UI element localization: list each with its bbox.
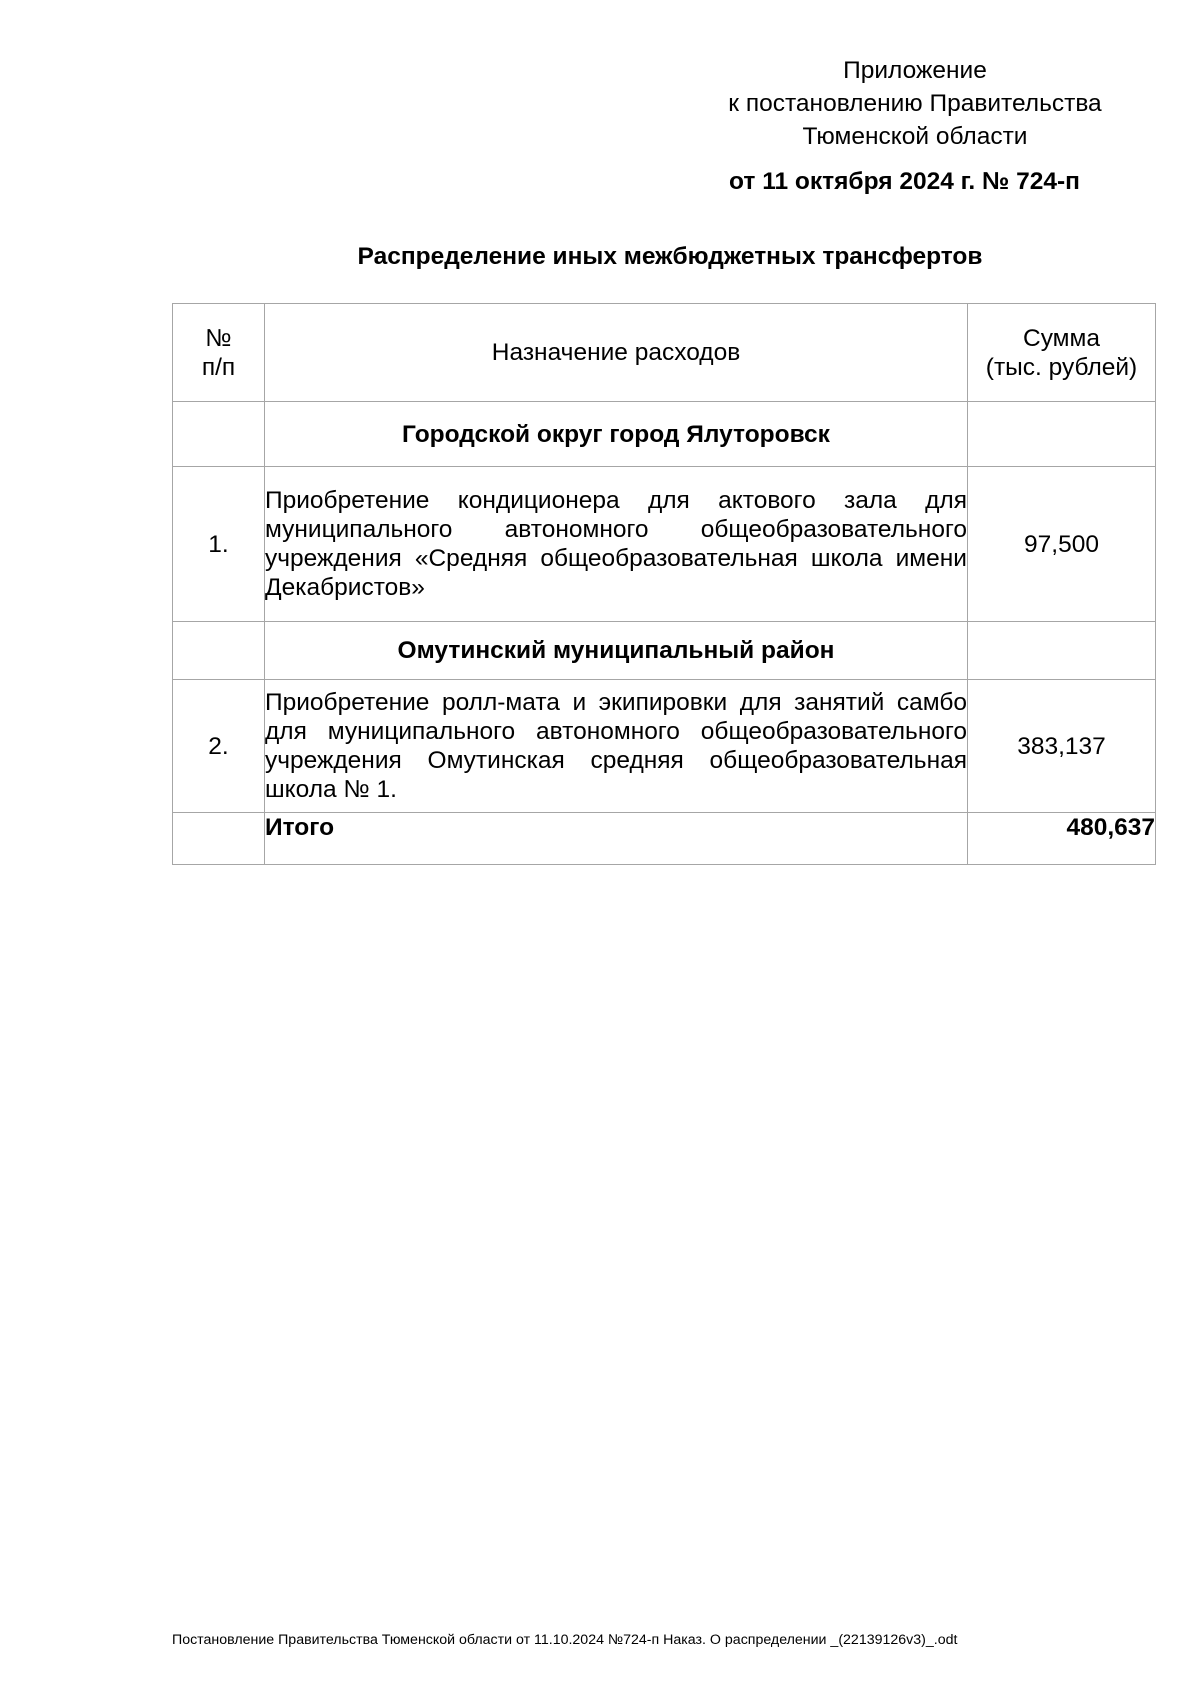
column-header-purpose: Назначение расходов (265, 304, 968, 402)
appendix-label: Приложение (843, 57, 987, 84)
total-number-cell (173, 813, 265, 865)
group-number-cell (173, 622, 265, 680)
group-name: Городской округ город Ялуторовск (265, 402, 968, 467)
document-footer: Постановление Правительства Тюменской области от 11.10.2024 №724-п Наказ. О распределении _(22139126v3)_.odt (172, 1632, 958, 1648)
document-title: Распределение иных межбюджетных трансфертов (357, 243, 983, 270)
transfers-table (172, 303, 1156, 865)
item-sum: 383,137 (968, 680, 1156, 813)
group-name: Омутинский муниципальный район (265, 622, 968, 680)
total-row (173, 813, 1156, 865)
group-sum-cell (968, 622, 1156, 680)
appendix-authority: Тюменской области (802, 123, 1028, 150)
column-header-sum-line1: Сумма (1023, 324, 1100, 352)
table-row (173, 680, 1156, 813)
item-number: 1. (173, 467, 265, 622)
column-header-sum (968, 304, 1156, 402)
total-label: Итого (265, 813, 968, 865)
column-header-number-text: № п/п (201, 324, 236, 381)
group-row (173, 402, 1156, 467)
group-sum-cell (968, 402, 1156, 467)
column-header-sum-line2: (тыс. рублей) (985, 353, 1138, 381)
decree-date-number: от 11 октября 2024 г. № 724-п (729, 168, 1080, 195)
table-row (173, 467, 1156, 622)
appendix-to-decree: к постановлению Правительства (728, 90, 1102, 117)
column-header-number (173, 304, 265, 402)
item-purpose: Приобретение кондиционера для актового зала для муниципального автономного общеобразовательного учреждения «Средняя общеобразовательная школа имени Декабристов» (265, 467, 968, 622)
item-number: 2. (173, 680, 265, 813)
total-sum: 480,637 (968, 813, 1156, 865)
item-purpose: Приобретение ролл-мата и экипировки для занятий самбо для муниципального автономного общеобразовательного учреждения Омутинская средняя общеобразовательная школа № 1. (265, 680, 968, 813)
table-header-row (173, 304, 1156, 402)
appendix-header (690, 54, 1140, 198)
group-number-cell (173, 402, 265, 467)
item-sum: 97,500 (968, 467, 1156, 622)
group-row (173, 622, 1156, 680)
